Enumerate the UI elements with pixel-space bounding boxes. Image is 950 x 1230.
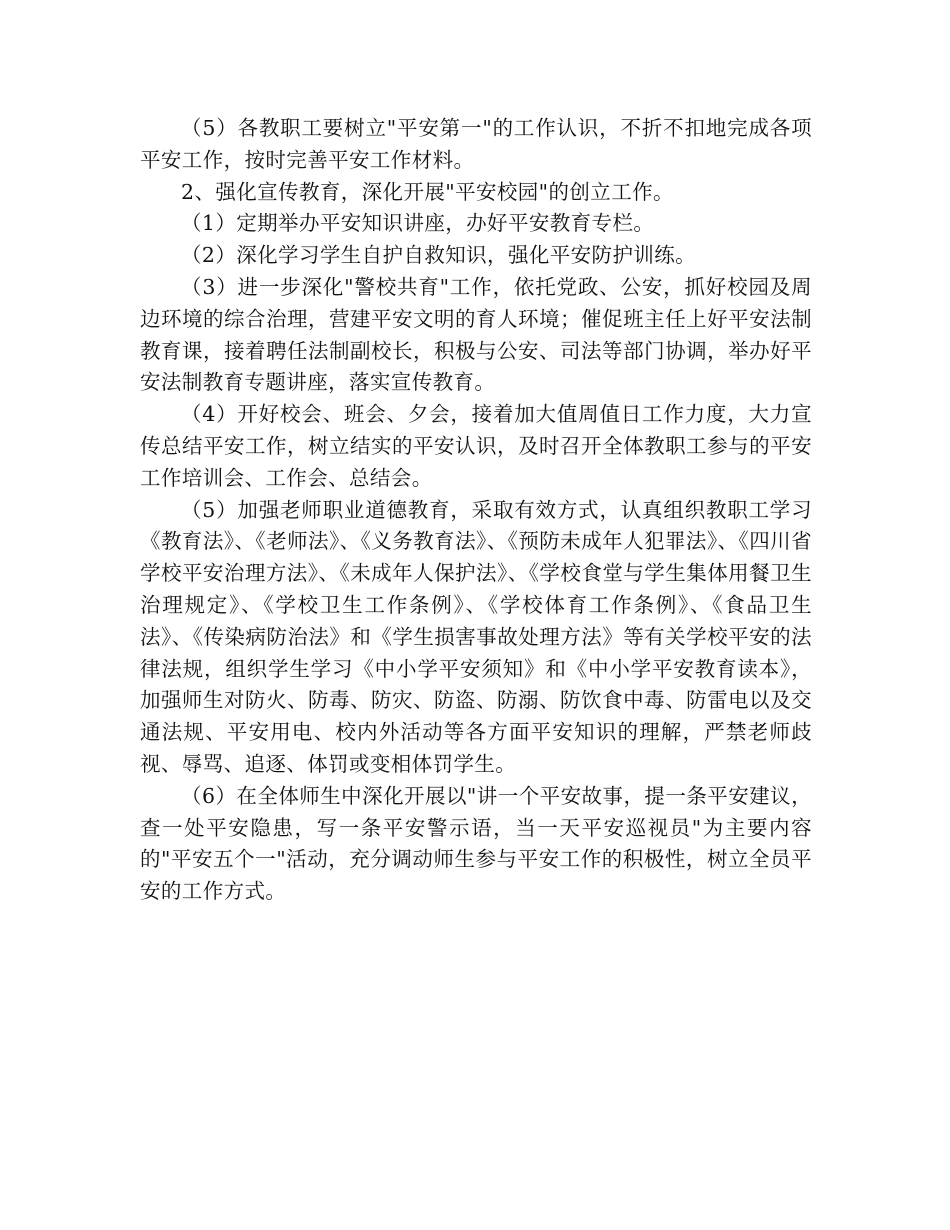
paragraph-lectures: （1）定期举办平安知识讲座，办好平安教育专栏。 xyxy=(181,211,655,236)
paragraph-staff-awareness: （5）各教职工要树立"平安第一"的工作认识，不折不扣地完成各项平安工作，按时完善平安工作材料。 xyxy=(140,116,812,172)
paragraph-police-school: （3）进一步深化"警校共育"工作，依托党政、公安，抓好校园及周边环境的综合治理，营建平安文明的育人环境；催促班主任上好平安法制教育课，接着聘任法制副校长，积极与公安、司法等部门协调，举办好平安法制教育专题讲座，落实宣传教育。 xyxy=(140,274,812,395)
paragraph-meetings: （4）开好校会、班会、夕会，接着加大值周值日工作力度，大力宣传总结平安工作，树立结实的平安认识，及时召开全体教职工参与的平安工作培训会、工作会、总结会。 xyxy=(140,402,812,490)
section-heading-publicity: 2、强化宣传教育，深化开展"平安校园"的创立工作。 xyxy=(181,179,674,204)
paragraph-self-protection: （2）深化学习学生自护自救知识，强化平安防护训练。 xyxy=(181,243,697,268)
paragraph-ethics-education: （5）加强老师职业道德教育，采取有效方式，认真组织教职工学习《教育法》、《老师法》、《义务教育法》、《预防未成年人犯罪法》、《四川省学校平安治理方法》、《未成年人保护法》、《学校食堂与学生集体用餐卫生治理规定》、《学校卫生工作条例》、《学校体育工作条例》、《食品卫生法》、《传染病防治法》和《学生损害事故处理方法》等有关学校平安的法律法规，组织学生学习《中小学平安须知》和《中小学平安教育读本》，加强师生对防火、防毒、防灾、防盗、防溺、防饮食中毒、防雷电以及交通法规、平安用电、校内外活动等各方面平安知识的理解，严禁老师歧视、辱骂、追逐、体罚或变相体罚学生。 xyxy=(140,497,812,776)
paragraph-five-ones: （6）在全体师生中深化开展以"讲一个平安故事，提一条平安建议，查一处平安隐患，写一条平安警示语，当一天平安巡视员"为主要内容的"平安五个一"活动，充分调动师生参与平安工作的积极性，树立全员平安的工作方式。 xyxy=(140,783,812,904)
document-page xyxy=(140,113,812,908)
